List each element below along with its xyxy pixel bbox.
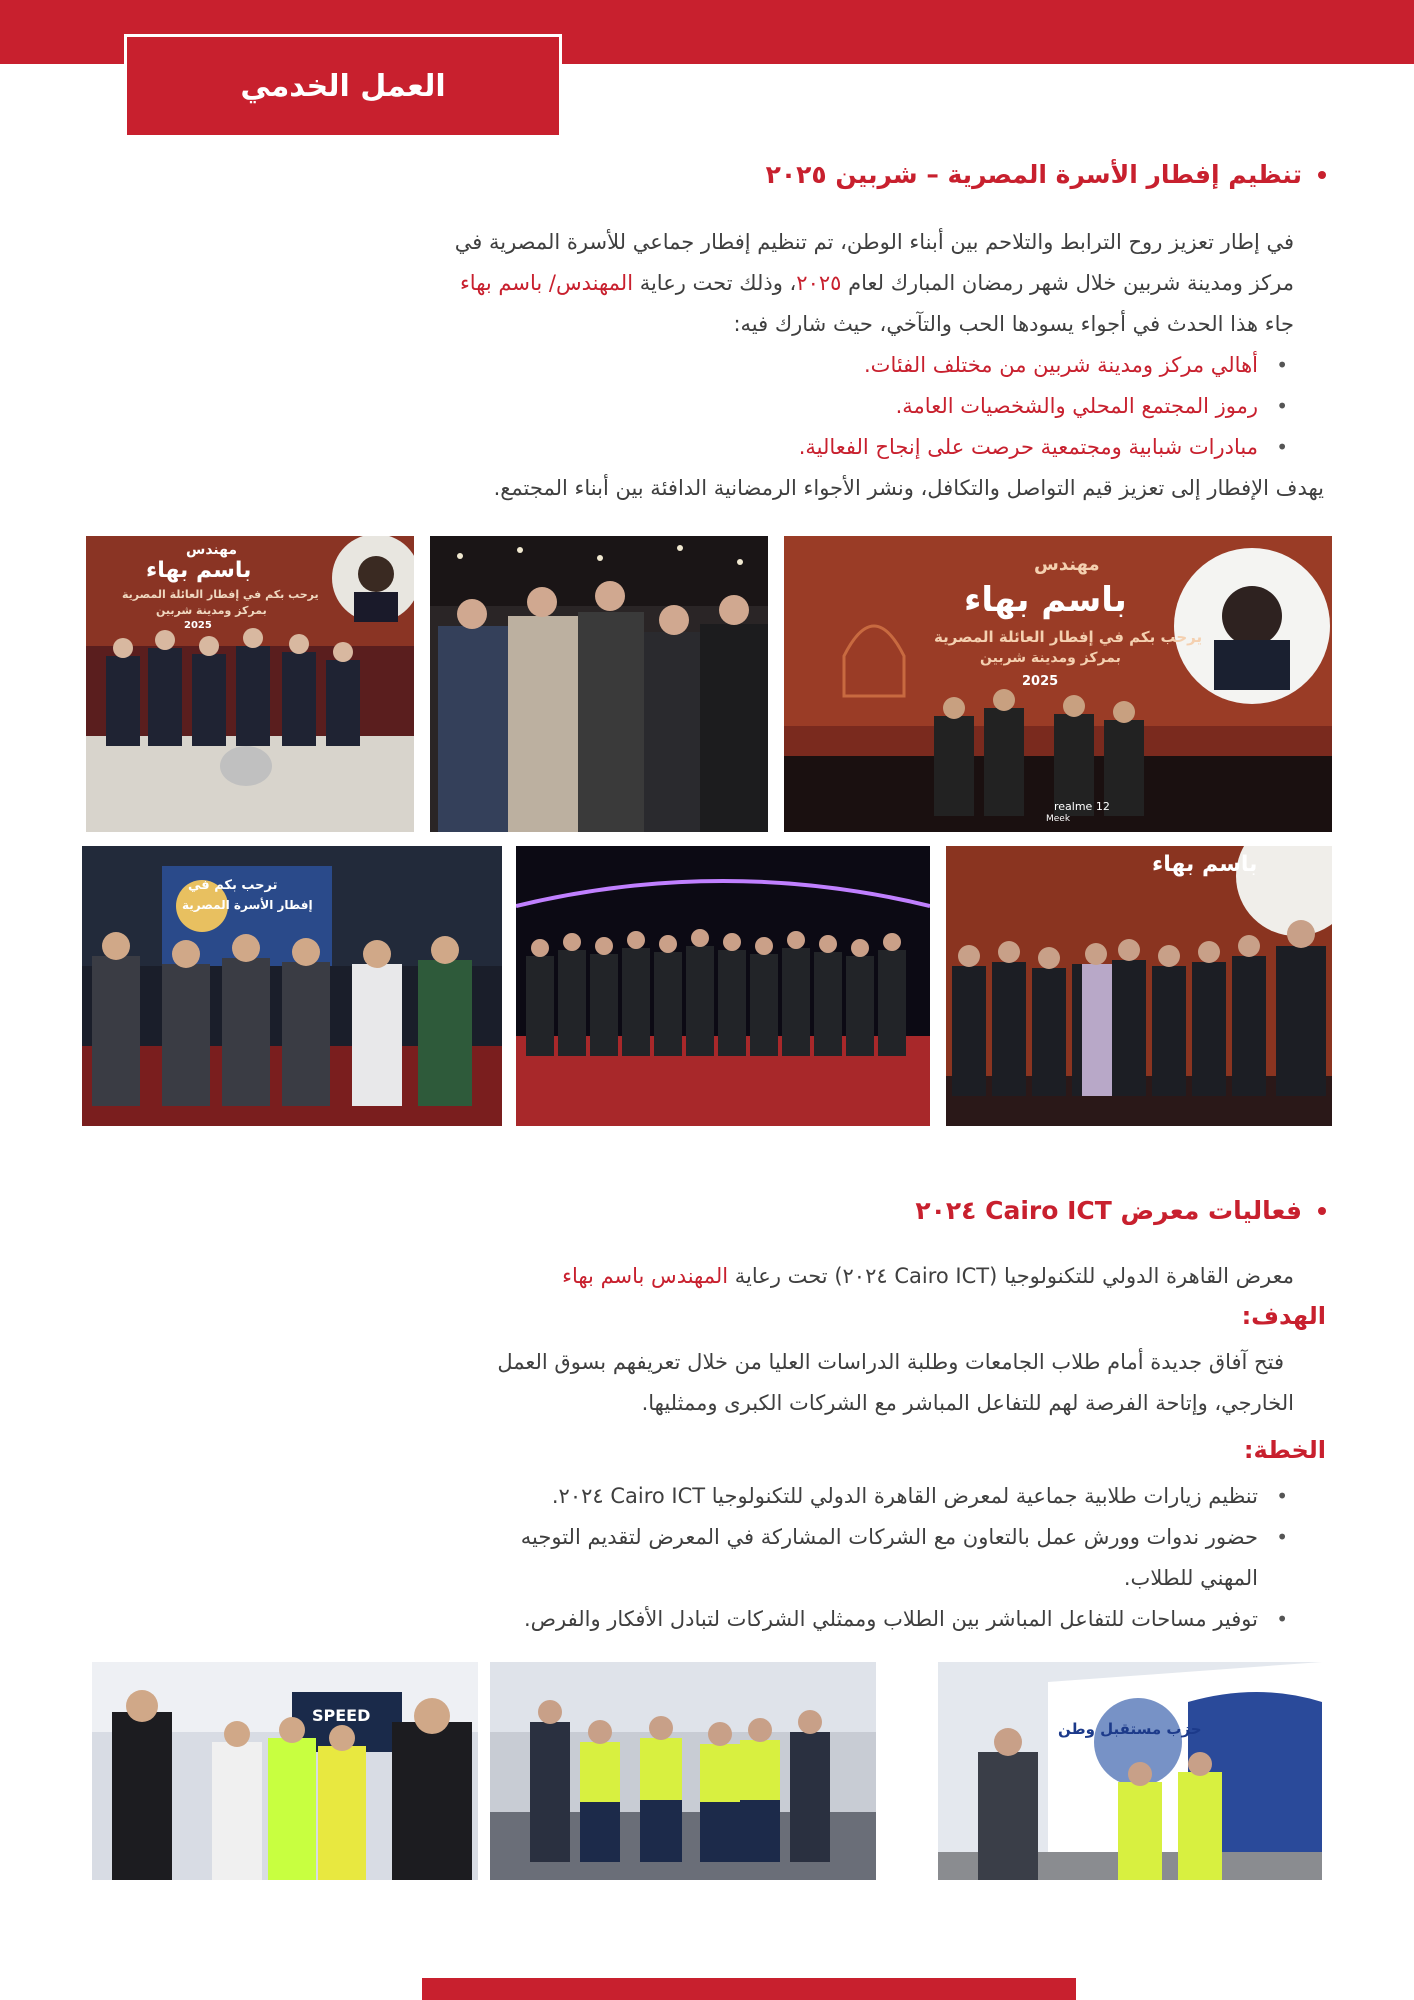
photo3-banner-title: مهندس — [1034, 554, 1100, 575]
iftar-heading-text: تنظيم إفطار الأسرة المصرية – شربين ٢٠٢٥ — [765, 160, 1302, 189]
photo1-banner-line1: يرحب بكم في إفطار العائلة المصرية — [122, 588, 319, 601]
iftar-photo-3 — [784, 536, 1332, 832]
photo6-banner-name: باسم بهاء — [1152, 852, 1258, 877]
ict-goal-line-2: الخارجي، وإتاحة الفرصة لهم للتفاعل المباشر مع الشركات الكبرى وممثليها. — [641, 1391, 1294, 1415]
ict-intro — [74, 1256, 1294, 1297]
iftar-bullet-3: • مبادرات شبابية ومجتمعية حرصت على إنجاح الفعالية. — [74, 427, 1294, 468]
ict-goal-paragraph — [74, 1342, 1294, 1424]
heading-bullet-icon — [1318, 171, 1326, 179]
heading-bullet-icon — [1318, 1207, 1326, 1215]
photo1-banner-line2: بمركز ومدينة شربين — [156, 604, 267, 617]
ict-intro-start: معرض القاهرة الدولي للتكنولوجيا (Cairo ICT ٢٠٢٤) تحت رعاية — [728, 1264, 1294, 1288]
ict-sponsor: المهندس باسم بهاء — [562, 1264, 729, 1288]
photo4-sign-line1: ترحب بكم في — [188, 878, 278, 893]
iftar-photo-6 — [946, 846, 1332, 1126]
ict-goal-line-1: فتح آفاق جديدة أمام طلاب الجامعات وطلبة الدراسات العليا من خلال تعريفهم بسوق العمل — [497, 1350, 1284, 1374]
ict-intro-line — [74, 1256, 1294, 1297]
ict-plan-bullet-3: • توفير مساحات للتفاعل المباشر بين الطلاب وممثلي الشركات لتبادل الأفكار والفرص. — [74, 1599, 1294, 1640]
photo1-banner-year: 2025 — [184, 620, 212, 631]
ict-photo1-booth-sign: SPEED — [312, 1706, 371, 1725]
photo3-banner-name: باسم بهاء — [964, 580, 1127, 620]
iftar-line-3: جاء هذا الحدث في أجواء يسودها الحب والتآخي، حيث شارك فيه: — [733, 312, 1294, 336]
bottom-red-band — [422, 1978, 1076, 2000]
iftar-photo-5 — [516, 846, 930, 1126]
iftar-line-2-mid: ، وذلك تحت رعاية — [633, 271, 797, 295]
ict-photo-3 — [938, 1662, 1322, 1880]
ict-goal-title: الهدف: — [1241, 1302, 1326, 1330]
iftar-line-2 — [74, 263, 1294, 304]
ict-heading-text: فعاليات معرض Cairo ICT ٢٠٢٤ — [915, 1196, 1302, 1225]
iftar-bullet-1: • أهالي مركز ومدينة شربين من مختلف الفئات. — [74, 345, 1294, 386]
iftar-bullet-2: • رموز المجتمع المحلي والشخصيات العامة. — [74, 386, 1294, 427]
iftar-photo-4 — [82, 846, 502, 1126]
section-title-box — [124, 34, 562, 138]
iftar-photo-1 — [86, 536, 414, 832]
photo3-banner-line2: بمركز ومدينة شربين — [980, 650, 1121, 666]
ict-photo3-bus-text: حزب مستقبل وطن — [1058, 1720, 1202, 1738]
ict-photo-2 — [490, 1662, 876, 1880]
photo4-sign-line2: إفطار الأسرة المصرية — [182, 898, 313, 912]
iftar-line-2-start: مركز ومدينة شربين خلال شهر رمضان المبارك لعام — [841, 271, 1294, 295]
ict-plan-bullet-1: • تنظيم زيارات طلابية جماعية لمعرض القاهرة الدولي للتكنولوجيا Cairo ICT ٢٠٢٤. — [74, 1476, 1294, 1517]
iftar-sponsor: المهندس/ باسم بهاء — [459, 271, 634, 295]
photo1-banner-name: باسم بهاء — [146, 558, 252, 583]
ict-heading — [915, 1196, 1326, 1225]
iftar-heading — [766, 160, 1326, 189]
photo3-camera-mark-2: Meek — [1046, 814, 1071, 824]
photo1-banner-title: مهندس — [186, 542, 238, 558]
ict-plan-bullet-2: • حضور ندوات وورش عمل بالتعاون مع الشركات المشاركة في المعرض لتقديم التوجيه — [74, 1517, 1294, 1558]
ict-plan-list — [74, 1476, 1294, 1640]
iftar-paragraph — [74, 222, 1324, 509]
iftar-year: ٢٠٢٥ — [796, 271, 842, 295]
photo3-banner-line1: يرحب بكم في إفطار العائلة المصرية — [934, 628, 1203, 646]
ict-plan-title: الخطة: — [1243, 1436, 1326, 1464]
iftar-photo-2 — [430, 536, 768, 832]
iftar-closing: يهدف الإفطار إلى تعزيز قيم التواصل والتكافل، ونشر الأجواء الرمضانية الدافئة بين أبناء المجتمع. — [493, 476, 1324, 500]
ict-plan-bullet-2-cont: المهني للطلاب. — [1123, 1566, 1258, 1590]
photo3-camera-mark: realme 12 — [1054, 800, 1110, 813]
iftar-line-1: في إطار تعزيز روح الترابط والتلاحم بين أبناء الوطن، تم تنظيم إفطار جماعي للأسرة المصرية في — [454, 230, 1294, 254]
photo3-banner-year: 2025 — [1022, 674, 1059, 689]
ict-photo-1 — [92, 1662, 478, 1880]
page-title: العمل الخدمي — [240, 68, 446, 104]
